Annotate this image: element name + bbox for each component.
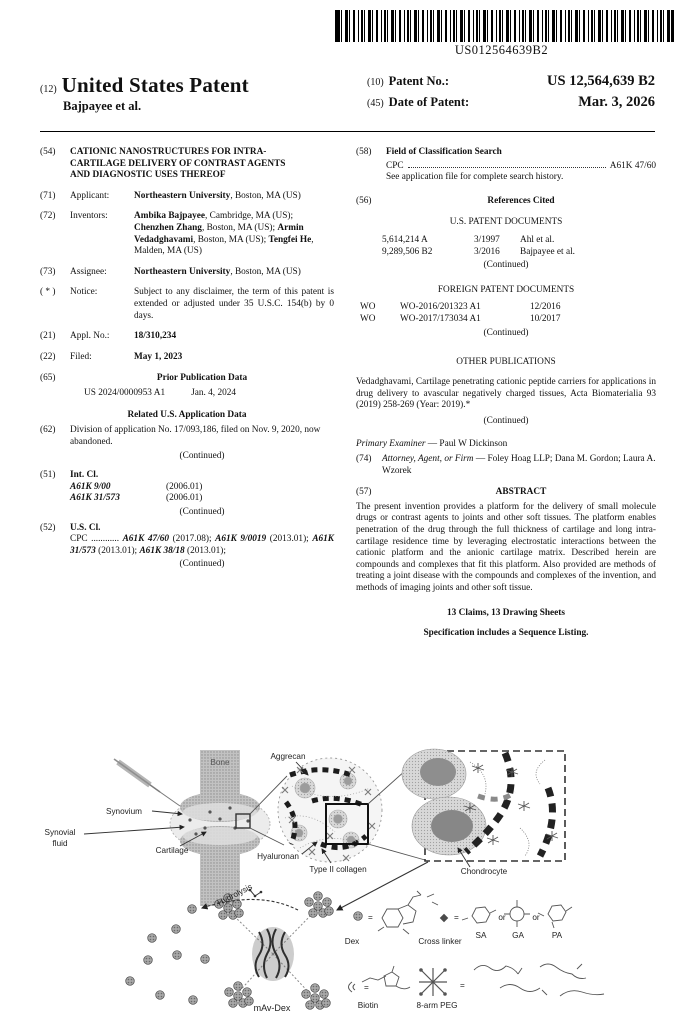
field-54-title: [40, 147, 334, 182]
field-62-division: [40, 425, 334, 448]
field-search-cpc-line: [386, 159, 656, 173]
field-search-cpc: CPC: [386, 160, 404, 171]
dex-cluster: [225, 982, 254, 1008]
equals-sign: =: [454, 913, 459, 922]
inid-22: (22): [40, 351, 56, 362]
inid-73: (73): [40, 266, 56, 277]
dex-cluster: [302, 984, 331, 1010]
peg-chain-structure: [474, 964, 604, 996]
us-cl-label: U.S. Cl.: [70, 522, 101, 533]
dotted-leader: [408, 159, 606, 168]
prior-pub-heading: Prior Publication Data: [156, 372, 248, 383]
sa-structure: [462, 907, 496, 923]
crosslinker-symbol: [440, 914, 448, 922]
filed-label: Filed:: [70, 351, 92, 362]
or-text: or: [498, 913, 506, 922]
int-cl-version-1: (2006.01): [166, 493, 203, 504]
field-52-us-cl: [40, 523, 334, 558]
patent-no-value: US 12,564,639 B2: [547, 73, 655, 89]
prior-pub-number: US 2024/0000953 A1: [84, 388, 166, 399]
page-header: [40, 72, 655, 115]
inid-56: (56): [356, 195, 372, 206]
field-21-appl-no: [40, 331, 334, 343]
invention-title: CATIONIC NANOSTRUCTURES FOR INTRA-CARTILAGE DELIVERY OF CONTRAST AGENTS AND DIAGNOSTIC USES THEREOF: [70, 147, 286, 181]
inid-21: (21): [40, 331, 56, 342]
dex-symbol: [354, 912, 363, 921]
kind-code-num: (12): [40, 84, 57, 95]
int-cl-continued: (Continued): [179, 507, 225, 518]
figure-legend: [345, 891, 604, 1010]
synovial-fluid-label-2: fluid: [52, 839, 68, 848]
barcode-number: US012564639B2: [454, 43, 549, 57]
sequence-listing-line: Specification includes a Sequence Listing.: [423, 628, 589, 639]
field-56-references: [356, 196, 656, 208]
int-cl-version-0: (2006.01): [166, 481, 203, 492]
inid-65: (65): [40, 372, 56, 383]
header-rule: [40, 131, 655, 132]
int-cl-code-1: A61K 31/573: [70, 493, 120, 504]
inid-star: ( * ): [40, 287, 56, 298]
assignee-value: Northeastern University, Boston, MA (US): [134, 266, 301, 277]
inid-74: (74): [356, 453, 372, 464]
appl-no-label: Appl. No.:: [70, 331, 110, 342]
date-inid: (45): [367, 98, 384, 110]
dex-structure: [378, 891, 438, 934]
attorney-value: Attorney, Agent, or Firm — Foley Hoag LLP; Dana M. Gordon; Laura A. Wzorek: [382, 453, 656, 476]
field-notice: [40, 287, 334, 322]
dex-label: Dex: [344, 937, 360, 946]
us-patent-docs-heading: U.S. PATENT DOCUMENTS: [449, 217, 563, 228]
patent-no-inid: (10): [367, 77, 384, 88]
division-text: Division of application No. 17/093,186, filed on Nov. 9, 2020, now abandoned.: [70, 425, 321, 447]
field-22-filed: [40, 352, 334, 364]
inid-62: (62): [40, 425, 56, 436]
crosslinker-label: Cross linker: [418, 937, 462, 946]
mav-dex-label: mAv-Dex: [253, 1003, 291, 1013]
prior-pub-date: Jan. 4, 2024: [191, 388, 237, 399]
abstract-text: The present invention provides a platform for the delivery of small molecule drugs or contrast agents to joints and other soft tissues. The platform enables penetration of the drug through the full thickness of cartilage and long intra-cartilage residence time by leveraging electrostatic interactions between the cationic platform and the anionic cartilage matrix. Described herein are compounds and complexes that fit this platform. Also provided are methods of treating a joint disease with the compounds and complexes of the invention, and methods of imaging joints and other soft tissue.: [356, 501, 656, 594]
table-row: 9,289,506 B2 3/2016 Bajpayee et al.: [382, 246, 575, 257]
biotin-structure: [362, 966, 410, 989]
int-cl-row: [70, 482, 334, 494]
mav-dex-complex: [126, 882, 334, 1013]
chondrocyte-label: Chondrocyte: [460, 867, 508, 876]
aggrecan-label: Aggrecan: [270, 752, 306, 761]
foreign-docs-heading: FOREIGN PATENT DOCUMENTS: [437, 284, 575, 295]
synovium-label: Synovium: [106, 807, 142, 816]
date-label: Date of Patent:: [388, 95, 470, 110]
foreign-docs-continued: (Continued): [483, 327, 529, 338]
field-72-inventors: [40, 211, 334, 257]
equals-sign: =: [460, 981, 465, 990]
pa-structure: [538, 905, 572, 928]
other-pubs-continued: (Continued): [483, 415, 529, 426]
table-row: WO WO-2017/173034 A1 10/2017: [360, 314, 561, 325]
ga-structure: [504, 900, 530, 927]
appl-no-value: 18/310,234: [134, 331, 177, 342]
us-cl-cpc-text: CPC ............ A61K 47/60 (2017.08); A61K 9/0019 (2013.01); A61K 31/573 (2013.01); A61K 38/18 (2013.01);: [70, 534, 335, 556]
peg-symbol: [419, 968, 447, 996]
field-73-assignee: [40, 267, 334, 279]
table-row: WO WO-2016/201323 A1 12/2016: [360, 302, 561, 313]
other-pubs-citation: Vedadghavami, Cartilage penetrating cationic peptide carriers for applications in drug delivery to avascular negatively charged tissues, Acta Biomaterialia 93 (2019) 258-269 (Year: 2019).*: [356, 376, 656, 411]
field-58-search: [356, 147, 656, 184]
notice-text: Subject to any disclaimer, the term of this patent is extended or adjusted under 35 U.S.C. 154(b) by 0 days.: [134, 287, 334, 321]
related-continued: (Continued): [179, 450, 225, 461]
first-inventor-line: Bajpayee et al.: [63, 99, 142, 114]
equals-sign: =: [368, 913, 373, 922]
syringe-icon: [114, 759, 180, 806]
us-patent-docs-table: [356, 235, 656, 258]
sa-label: SA: [475, 931, 487, 940]
date-value: Mar. 3, 2026: [578, 94, 655, 111]
claims-line: 13 Claims, 13 Drawing Sheets: [446, 607, 566, 618]
int-cl-code-0: A61K 9/00: [70, 481, 111, 492]
cartilage-label: Cartilage: [155, 846, 189, 855]
us-cl-continued: (Continued): [179, 559, 225, 570]
bone-label: Bone: [210, 758, 230, 767]
ga-label: GA: [512, 931, 524, 940]
primary-examiner-line: Primary Examiner — Paul W Dickinson: [356, 439, 508, 450]
inid-71: (71): [40, 190, 56, 201]
equals-sign: =: [364, 983, 369, 992]
inventors-value: Ambika Bajpayee, Cambridge, MA (US); Chenzhen Zhang, Boston, MA (US); Armin Vedadghavami, Boston, MA (US); Tengfei He, Malden, MA (US): [134, 211, 314, 257]
right-column: [356, 147, 656, 640]
filed-value: May 1, 2023: [134, 351, 183, 362]
inid-52: (52): [40, 522, 56, 533]
or-text: or: [532, 913, 540, 922]
inid-58: (58): [356, 147, 372, 157]
patent-no-label: Patent No.:: [388, 74, 450, 88]
pa-label: PA: [551, 931, 563, 940]
int-cl-label: Int. Cl.: [70, 470, 99, 481]
front-page-figure: [0, 748, 683, 1024]
left-column: [40, 147, 334, 579]
other-pubs-heading: OTHER PUBLICATIONS: [456, 357, 556, 368]
field-57-abstract: [356, 487, 656, 499]
references-heading: References Cited: [487, 195, 555, 206]
inventors-label: Inventors:: [70, 211, 108, 222]
related-heading: Related U.S. Application Data: [127, 409, 247, 420]
notice-label: Notice:: [70, 287, 98, 298]
foreign-docs-table: [356, 302, 656, 325]
field-71-applicant: [40, 191, 334, 203]
applicant-label: Applicant:: [70, 190, 110, 201]
table-row: 5,614,214 A 3/1997 Ahl et al.: [382, 235, 555, 246]
field-74-attorney: [356, 454, 656, 477]
biotin-label: Biotin: [357, 1001, 379, 1010]
knee-joint-diagram: [45, 750, 270, 906]
inid-54: (54): [40, 147, 56, 157]
peg-label: 8-arm PEG: [416, 1001, 458, 1010]
us-docs-continued: (Continued): [483, 260, 529, 271]
assignee-label: Assignee:: [70, 266, 107, 277]
inid-57: (57): [356, 487, 372, 498]
hydrolysis-label: Hydrolysis: [215, 882, 254, 908]
field-search-value: A61K 47/60: [609, 160, 656, 171]
inid-72: (72): [40, 211, 56, 222]
barcode-block: [335, 10, 668, 59]
prior-pub-line: [84, 388, 334, 400]
barcode-icon: [335, 10, 674, 42]
field-65-prior-pub: [40, 373, 334, 385]
released-dex-molecules: [126, 905, 210, 1005]
cartilage-matrix-circle: [257, 752, 382, 874]
synovial-fluid-label: Synovial: [44, 828, 76, 837]
field-51-int-cl: [40, 470, 334, 505]
field-search-label: Field of Classification Search: [386, 147, 502, 157]
int-cl-row: [70, 493, 334, 505]
document-kind-title: United States Patent: [61, 73, 249, 97]
chondrocyte-zoom-box: [402, 749, 565, 876]
dex-cluster: [305, 892, 334, 918]
cartilage-layer: [183, 827, 257, 845]
biotin-symbol: [349, 982, 356, 992]
abstract-heading: ABSTRACT: [495, 487, 547, 498]
inid-51: (51): [40, 470, 56, 481]
field-search-note: See application file for complete search history.: [386, 172, 564, 183]
applicant-value: Northeastern University, Boston, MA (US): [134, 190, 301, 201]
hyaluronan-label: Hyaluronan: [257, 852, 299, 861]
type2-collagen-label: Type II collagen: [309, 865, 367, 874]
